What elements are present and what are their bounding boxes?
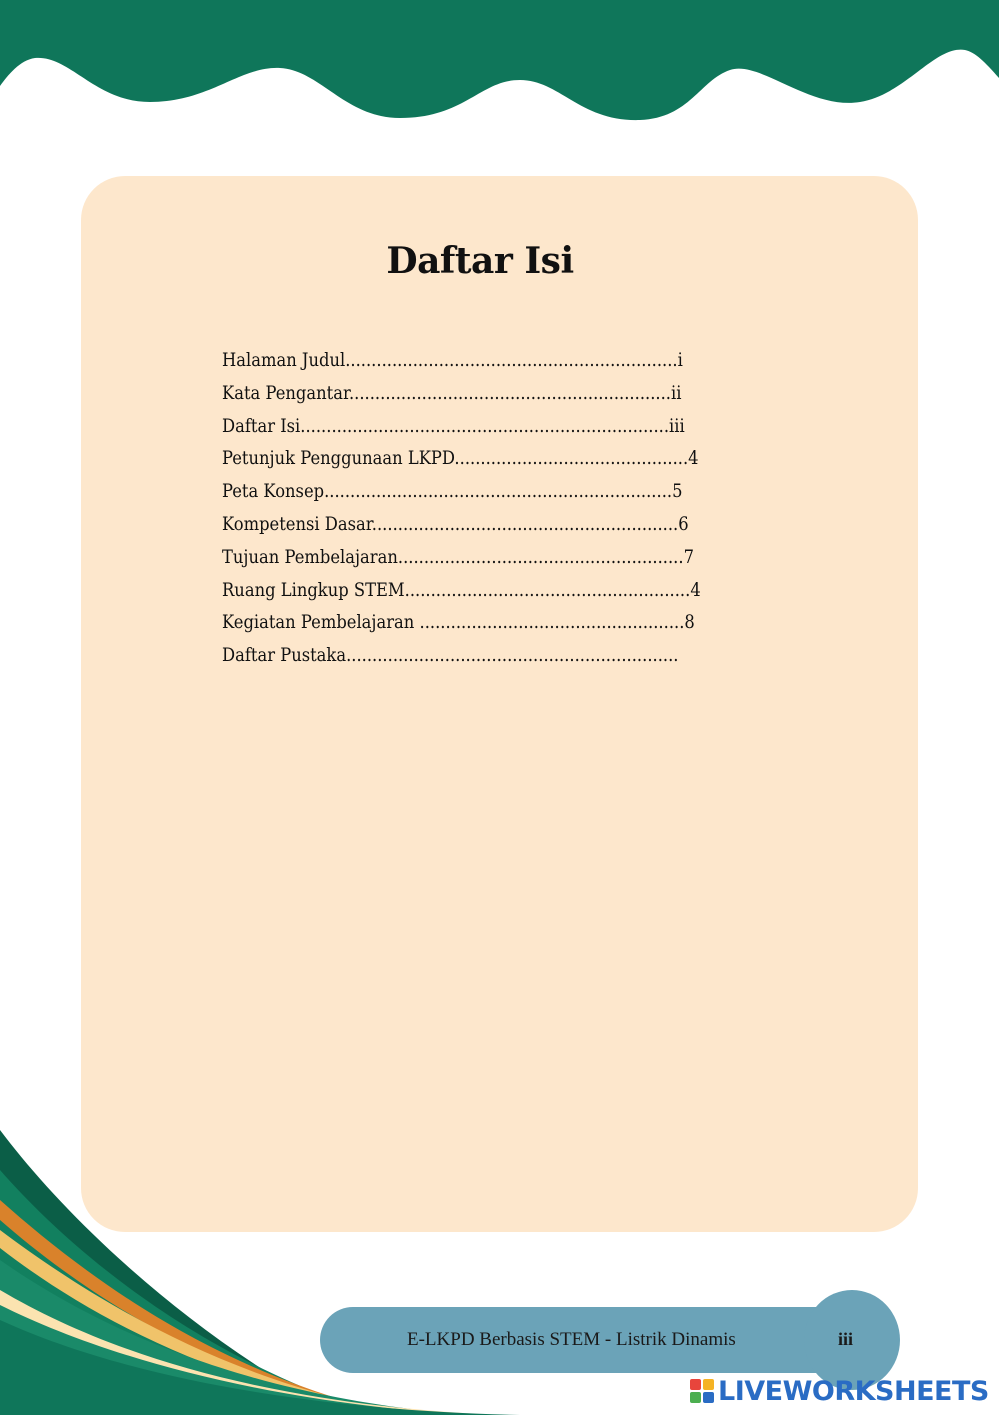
toc-entry bbox=[222, 606, 738, 639]
toc-entry bbox=[222, 377, 738, 410]
logo-square-l bbox=[690, 1379, 701, 1390]
toc-entry-label: Ruang Lingkup STEM bbox=[222, 578, 405, 601]
toc-entry-page: 4 bbox=[690, 578, 701, 601]
toc-entry bbox=[222, 508, 738, 541]
toc-entry-leader: ................................................................... bbox=[324, 480, 673, 503]
top-scallop-shape bbox=[0, 0, 999, 120]
toc-entry bbox=[222, 541, 738, 574]
toc-entry-page: 7 bbox=[683, 545, 694, 568]
logo-square-e bbox=[703, 1392, 714, 1403]
toc-entry-leader: ....................................................... bbox=[404, 578, 691, 601]
toc-entry-leader: ................................................... bbox=[419, 611, 685, 634]
toc-entry bbox=[222, 574, 738, 607]
toc-entry-leader: .............................................................. bbox=[348, 381, 671, 404]
liveworksheets-logo bbox=[690, 1374, 989, 1408]
toc-entry-leader: ................................................................ bbox=[346, 644, 679, 667]
toc-entry-page: 4 bbox=[688, 447, 699, 470]
toc-entry-label: Petunjuk Penggunaan LKPD bbox=[222, 447, 455, 470]
toc-entry bbox=[222, 344, 738, 377]
toc-entry-leader: ....................................................................... bbox=[300, 414, 670, 437]
toc-entry-label: Halaman Judul bbox=[222, 349, 346, 371]
toc-entry-page: 6 bbox=[678, 512, 689, 535]
top-scallop-decoration bbox=[0, 0, 999, 130]
toc-entry-leader: ................................................................ bbox=[345, 349, 678, 371]
toc-entry bbox=[222, 475, 738, 508]
toc-entry-label: Kegiatan Pembelajaran bbox=[222, 611, 420, 634]
table-of-contents bbox=[222, 344, 738, 672]
toc-entry-page: iii bbox=[669, 414, 685, 437]
toc-entry-leader: ............................................. bbox=[454, 447, 689, 470]
logo-square-v bbox=[690, 1392, 701, 1403]
toc-entry-leader: ....................................................... bbox=[397, 545, 684, 568]
toc-entry-page: 8 bbox=[684, 611, 695, 634]
toc-entry-label: Kompetensi Dasar bbox=[222, 512, 372, 535]
toc-entry-label: Tujuan Pembelajaran bbox=[222, 545, 398, 568]
toc-entry bbox=[222, 442, 738, 475]
toc-entry-page: 5 bbox=[672, 480, 683, 503]
logo-square-i bbox=[703, 1379, 714, 1390]
toc-entry-label: Daftar Isi bbox=[222, 414, 301, 437]
toc-entry-label: Daftar Pustaka bbox=[222, 644, 347, 667]
footer-text: E-LKPD Berbasis STEM - Listrik Dinamis bbox=[407, 1329, 736, 1350]
toc-entry-page: ii bbox=[670, 381, 682, 404]
footer-page-number: iii bbox=[838, 1329, 854, 1349]
toc-entry-page: i bbox=[677, 349, 683, 371]
toc-entry bbox=[222, 410, 738, 443]
toc-entry bbox=[222, 639, 738, 672]
page-title: Daftar Isi bbox=[386, 240, 574, 282]
content-card bbox=[81, 176, 918, 1232]
logo-squares-icon bbox=[690, 1379, 714, 1403]
toc-entry-label: Peta Konsep bbox=[222, 480, 325, 503]
toc-entry-label: Kata Pengantar bbox=[222, 381, 349, 404]
logo-text: LIVEWORKSHEETS bbox=[718, 1375, 989, 1407]
toc-entry-leader: ........................................................... bbox=[371, 512, 679, 535]
